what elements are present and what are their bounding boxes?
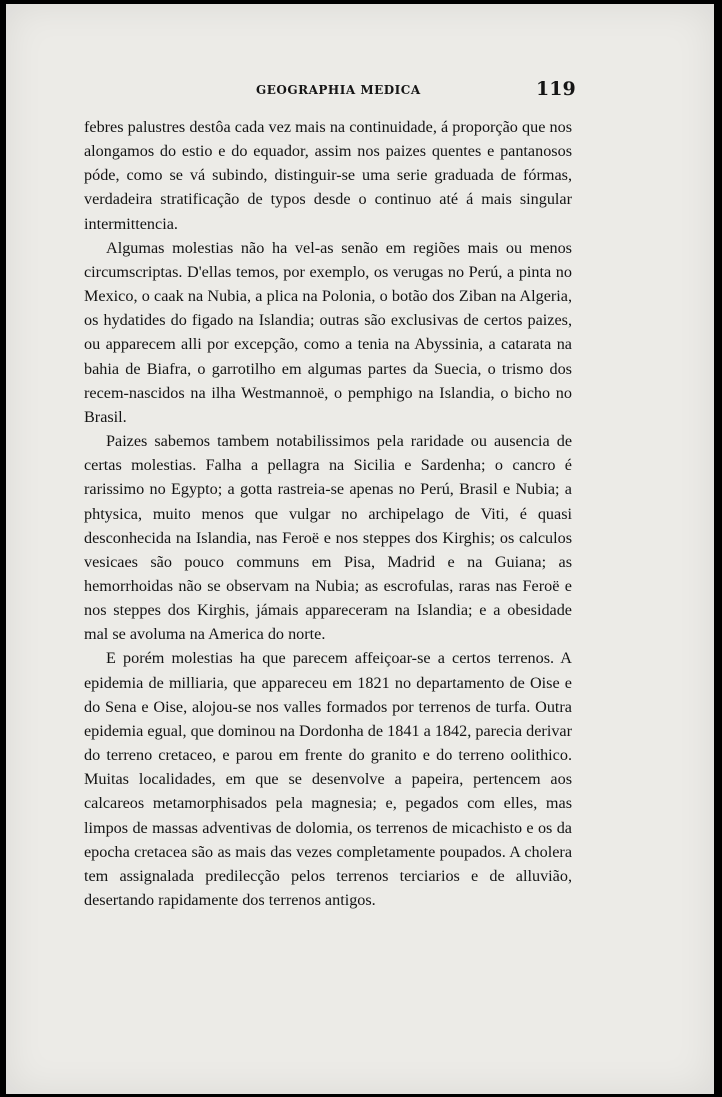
paragraph-regional-diseases: Algumas molestias não ha vel-as senão em regiões mais ou menos circumscriptas. D'ellas temos, por exemplo, os verugas no Perú, a pinta no Mexico, o caak na Nubia, a plica na Polonia, o botão dos Ziban na Algeria, os hydatides do figado na Islandia; outras são exclusivas de certos paizes, ou apparecem alli por excepção, como a tenia na Abyssinia, a catarata na bahia de Biafra, o garrotilho em algumas partes da Suecia, o trismo dos recem-nascidos na ilha Westmannoë, o pemphigo na Islandia, o bicho no Brasil.: [84, 238, 572, 426]
body-text: [84, 115, 572, 912]
paragraph-absent-diseases: Paizes sabemos tambem notabilissimos pela raridade ou ausencia de certas molestias. Falha a pellagra na Sicilia e Sardenha; o cancro é rarissimo no Egypto; a gotta rastreia-se apenas no Perú, Brasil e Nubia; a phtysica, muito menos que vulgar no archipelago de Viti, é quasi desconhecida na Islandia, nas Feroë e nos steppes dos Kirghis; os calculos vesicaes são pouco communs em Pisa, Madrid e na Guiana; as hemorrhoidas não se observam na Nubia; as escrofulas, raras nas Feroë e nos steppes dos Kirghis, jámais appareceram na Islandia; e a obesidade mal se avoluma na America do norte.: [84, 432, 572, 644]
paragraph-continuation: febres palustres destôa cada vez mais na continuidade, á proporção que nos alongamos do estio e do equador, assim nos paizes quentes e pantanosos póde, como se vá subindo, distinguir-se uma serie graduada de fórmas, verdadeira stratificação de typos desde o continuo até á mais singular intermittencia.: [84, 118, 572, 233]
page-header: [6, 80, 714, 104]
paragraph-terrain-diseases: E porém molestias ha que parecem affeiçoar-se a certos terrenos. A epidemia de milliaria, que appareceu em 1821 no departamento de Oise e do Sena e Oise, alojou-se nos valles formados por terrenos de turfa. Outra epidemia egual, que dominou na Dordonha de 1841 a 1842, parecia derivar do terreno cretaceo, e parou em frente do granito e do terreno oolithico. Muitas localidades, em que se desenvolve a papeira, pertencem aos calcareos metamorphisados pela magnesia; e, pegados com elles, mas limpos de massas adventivas de dolomia, os terrenos de micachisto e os da epocha cretacea são as mais das vezes completamente poupados. A cholera tem assignalada predilecção pelos terrenos terciarios e de alluvião, desertando rapidamente dos terrenos antigos.: [84, 649, 572, 909]
page-number: 119: [536, 78, 576, 100]
book-page: [6, 4, 714, 1094]
running-title: GEOGRAPHIA MEDICA: [256, 83, 421, 97]
